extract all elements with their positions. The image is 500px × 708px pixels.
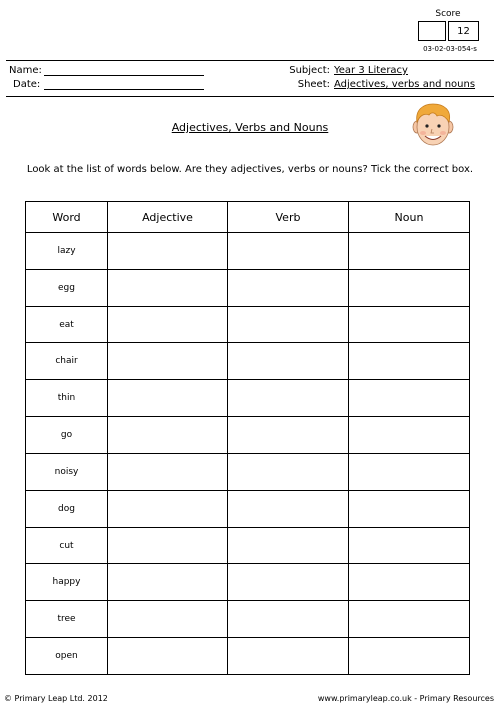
word-cell: happy	[26, 564, 108, 601]
adjective-tick-box[interactable]	[108, 601, 228, 638]
verb-tick-box[interactable]	[228, 343, 349, 380]
adjective-tick-box[interactable]	[108, 638, 228, 675]
adjective-tick-box[interactable]	[108, 564, 228, 601]
sheet-value: Adjectives, verbs and nouns	[334, 79, 476, 90]
header-adjective: Adjective	[108, 202, 228, 233]
verb-tick-box[interactable]	[228, 233, 349, 270]
adjective-tick-box[interactable]	[108, 490, 228, 527]
table-row	[26, 453, 470, 490]
table-header-row	[26, 202, 470, 233]
word-cell: thin	[26, 380, 108, 417]
noun-tick-box[interactable]	[349, 380, 470, 417]
verb-tick-box[interactable]	[228, 527, 349, 564]
word-cell: eat	[26, 306, 108, 343]
word-cell: dog	[26, 490, 108, 527]
noun-tick-box[interactable]	[349, 306, 470, 343]
name-field[interactable]	[44, 75, 204, 76]
adjective-tick-box[interactable]	[108, 453, 228, 490]
subject-value: Year 3 Literacy	[334, 65, 408, 76]
header-noun: Noun	[349, 202, 470, 233]
word-classification-table	[25, 201, 470, 675]
top-rule	[6, 60, 494, 61]
table-row	[26, 601, 470, 638]
word-cell: open	[26, 638, 108, 675]
date-field[interactable]	[44, 89, 204, 90]
footer-copyright: © Primary Leap Ltd. 2012	[4, 694, 108, 703]
worksheet-title: Adjectives, Verbs and Nouns	[171, 121, 329, 134]
verb-tick-box[interactable]	[228, 269, 349, 306]
noun-tick-box[interactable]	[349, 490, 470, 527]
adjective-tick-box[interactable]	[108, 343, 228, 380]
noun-tick-box[interactable]	[349, 601, 470, 638]
header-verb: Verb	[228, 202, 349, 233]
noun-tick-box[interactable]	[349, 417, 470, 454]
verb-tick-box[interactable]	[228, 564, 349, 601]
verb-tick-box[interactable]	[228, 417, 349, 454]
worksheet-code: 03-02-03-054-s	[423, 45, 477, 53]
footer-website: www.primaryleap.co.uk - Primary Resources	[317, 694, 494, 703]
noun-tick-box[interactable]	[349, 269, 470, 306]
word-cell: cut	[26, 527, 108, 564]
subject-label: Subject:	[289, 65, 330, 76]
adjective-tick-box[interactable]	[108, 527, 228, 564]
score-label: Score	[435, 9, 461, 19]
adjective-tick-box[interactable]	[108, 269, 228, 306]
word-cell: tree	[26, 601, 108, 638]
noun-tick-box[interactable]	[349, 527, 470, 564]
adjective-tick-box[interactable]	[108, 417, 228, 454]
table-row	[26, 564, 470, 601]
adjective-tick-box[interactable]	[108, 380, 228, 417]
word-cell: egg	[26, 269, 108, 306]
verb-tick-box[interactable]	[228, 638, 349, 675]
table-row	[26, 638, 470, 675]
sheet-label: Sheet:	[297, 79, 330, 90]
table-row	[26, 527, 470, 564]
verb-tick-box[interactable]	[228, 490, 349, 527]
table-row	[26, 343, 470, 380]
score-value: 12	[448, 21, 479, 41]
name-label: Name:	[9, 65, 42, 76]
date-label: Date:	[13, 79, 41, 90]
header-word: Word	[26, 202, 108, 233]
score-input-box[interactable]	[418, 21, 446, 41]
table-row	[26, 490, 470, 527]
instructions: Look at the list of words below. Are they adjectives, verbs or nouns? Tick the correct box.	[26, 164, 474, 175]
table-row	[26, 306, 470, 343]
adjective-tick-box[interactable]	[108, 233, 228, 270]
verb-tick-box[interactable]	[228, 380, 349, 417]
verb-tick-box[interactable]	[228, 601, 349, 638]
table-row	[26, 233, 470, 270]
table-row	[26, 417, 470, 454]
noun-tick-box[interactable]	[349, 343, 470, 380]
table-row	[26, 380, 470, 417]
word-cell: lazy	[26, 233, 108, 270]
noun-tick-box[interactable]	[349, 638, 470, 675]
noun-tick-box[interactable]	[349, 453, 470, 490]
word-cell: go	[26, 417, 108, 454]
word-cell: chair	[26, 343, 108, 380]
word-cell: noisy	[26, 453, 108, 490]
noun-tick-box[interactable]	[349, 564, 470, 601]
verb-tick-box[interactable]	[228, 306, 349, 343]
header-rule	[6, 96, 494, 97]
adjective-tick-box[interactable]	[108, 306, 228, 343]
noun-tick-box[interactable]	[349, 233, 470, 270]
table-row	[26, 269, 470, 306]
verb-tick-box[interactable]	[228, 453, 349, 490]
